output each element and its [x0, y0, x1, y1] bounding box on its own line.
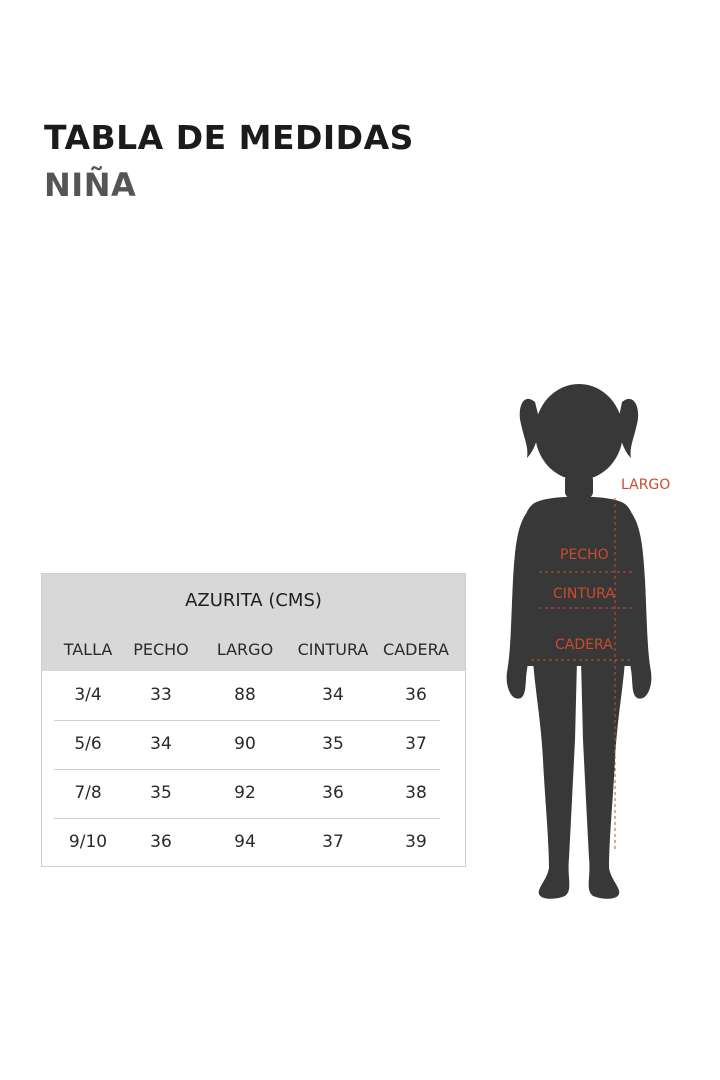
table-row: [54, 818, 440, 867]
label-cadera: CADERA: [555, 637, 613, 653]
table-header: [42, 574, 465, 671]
label-cintura: CINTURA: [553, 586, 615, 602]
cell-talla: 5/6: [74, 734, 102, 754]
table-row: [54, 720, 440, 770]
size-table: [41, 573, 466, 867]
cell-cintura: 37: [322, 832, 344, 852]
cell-largo: 94: [234, 832, 256, 852]
page-title: TABLA DE MEDIDAS: [44, 118, 414, 157]
cell-pecho: 36: [150, 832, 172, 852]
cell-pecho: 33: [150, 685, 172, 705]
cell-talla: 9/10: [68, 832, 108, 852]
cell-largo: 92: [234, 783, 256, 803]
cell-cintura: 35: [322, 734, 344, 754]
cell-pecho: 35: [150, 783, 172, 803]
col-header-cadera: CADERA: [383, 640, 449, 659]
cell-largo: 88: [234, 685, 256, 705]
col-header-cintura: CINTURA: [297, 640, 369, 659]
cell-cadera: 36: [405, 685, 427, 705]
cell-cadera: 39: [405, 832, 427, 852]
cell-cintura: 34: [322, 685, 344, 705]
table-row: [54, 769, 440, 819]
label-largo: LARGO: [621, 477, 671, 493]
col-header-talla: TALLA: [63, 640, 113, 659]
measurement-figure: [495, 380, 720, 910]
page-subtitle: NIÑA: [44, 166, 137, 204]
cell-talla: 3/4: [74, 685, 102, 705]
cell-pecho: 34: [150, 734, 172, 754]
cell-talla: 7/8: [74, 783, 102, 803]
col-header-pecho: PECHO: [133, 640, 189, 659]
cell-largo: 90: [234, 734, 256, 754]
cell-cadera: 37: [405, 734, 427, 754]
table-title: AZURITA (CMS): [185, 590, 322, 611]
col-header-largo: LARGO: [216, 640, 274, 659]
table-row: [54, 671, 440, 721]
cell-cadera: 38: [405, 783, 427, 803]
label-pecho: PECHO: [560, 547, 609, 563]
cell-cintura: 36: [322, 783, 344, 803]
